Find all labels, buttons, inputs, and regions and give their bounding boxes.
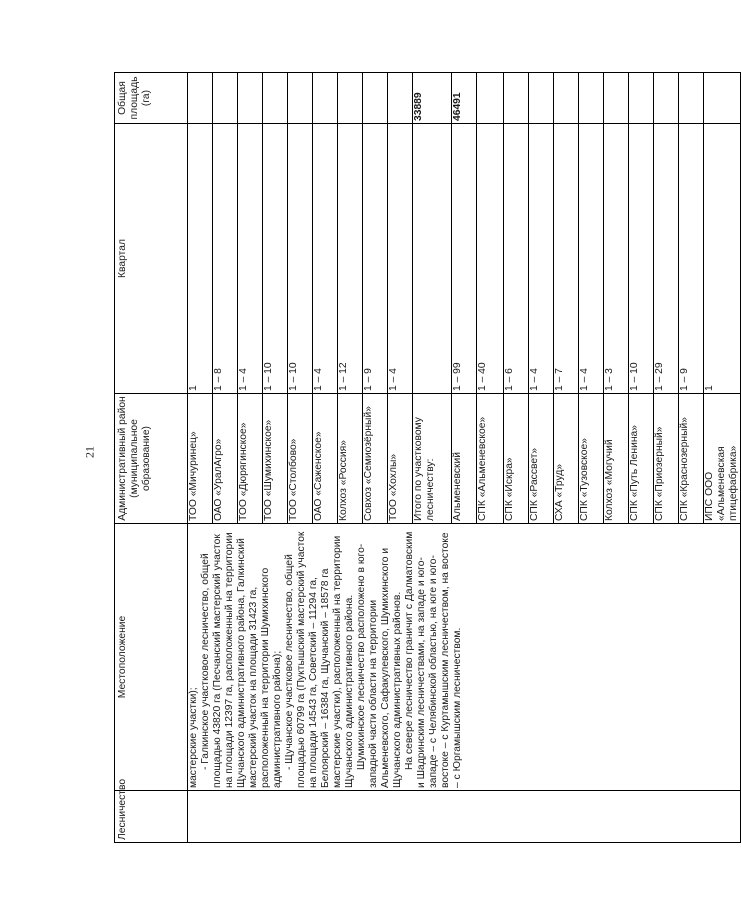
district-cell: ОАО «УралАгро» [213, 394, 238, 524]
quarter-cell: 1 – 10 [263, 124, 288, 394]
area-cell: 46491 [452, 73, 477, 124]
header-area: Общая площадь (га) [115, 73, 188, 124]
area-cell [363, 73, 388, 124]
area-cell [529, 73, 554, 124]
district-cell: ТОО «Шумихинское» [263, 394, 288, 524]
district-cell: Итого по участковому лесничеству: [413, 394, 452, 524]
area-cell [388, 73, 413, 124]
quarter-cell [413, 124, 452, 394]
quarter-cell: 1 [704, 124, 741, 394]
page-number: 21 [82, 446, 97, 458]
area-cell [213, 73, 238, 124]
area-cell [263, 73, 288, 124]
location-paragraph: - Галкинское участковое лесничество, общей площадью 43820 га (Песчанский мастерский участок на площади 12397 га, расположенный на территории Щучанского административного района, Галкинский мастерский участок на площади 31423 га, расположенный на территории Шумихинского административного района); [200, 532, 283, 788]
district-cell: СПК «Альменевское» [477, 394, 504, 524]
area-cell [338, 73, 363, 124]
district-cell: Колхоз «Могучий [604, 394, 629, 524]
area-cell [504, 73, 529, 124]
location-cell [188, 524, 741, 791]
quarter-cell: 1 – 10 [288, 124, 313, 394]
header-forestry: Лесничество [115, 791, 188, 843]
rotated-table-page [114, 73, 739, 843]
district-cell: СПК «Рассвет» [529, 394, 554, 524]
district-cell: СПК «Приозерный» [654, 394, 679, 524]
forestry-table [114, 72, 741, 843]
quarter-cell: 1 – 4 [529, 124, 554, 394]
quarter-cell: 1 – 9 [363, 124, 388, 394]
area-cell [629, 73, 654, 124]
district-cell: ТОО «Хохлы» [388, 394, 413, 524]
quarter-cell: 1 – 4 [313, 124, 338, 394]
district-cell: СПК «Краснозерный» [679, 394, 704, 524]
quarter-cell: 1 – 29 [654, 124, 679, 394]
district-cell: СПК «Путь Ленина» [629, 394, 654, 524]
quarter-cell: 1 – 4 [388, 124, 413, 394]
area-cell [238, 73, 263, 124]
district-cell: Совхоз «Семиозёрный» [363, 394, 388, 524]
area-cell [313, 73, 338, 124]
district-cell: ТОО «Столбово» [288, 394, 313, 524]
table-row [188, 73, 213, 843]
quarter-cell: 1 – 7 [554, 124, 579, 394]
district-cell: Альменевский [452, 394, 477, 524]
area-cell [654, 73, 679, 124]
district-cell: СПК «Искра» [504, 394, 529, 524]
area-cell [579, 73, 604, 124]
location-paragraph: мастерские участки); [188, 687, 199, 788]
header-quarter: Квартал [115, 124, 188, 394]
district-cell: ОАО «Саженское» [313, 394, 338, 524]
header-location: Местоположение [115, 524, 188, 791]
area-cell [288, 73, 313, 124]
district-cell: ИПС ООО «Альменевская птицефабрика» [704, 394, 741, 524]
quarter-cell: 1 – 4 [579, 124, 604, 394]
area-cell [604, 73, 629, 124]
quarter-cell: 1 – 9 [679, 124, 704, 394]
area-cell [704, 73, 741, 124]
district-cell: Колхоз «Россия» [338, 394, 363, 524]
table-header-row [115, 73, 188, 843]
quarter-cell: 1 [188, 124, 213, 394]
district-cell: СПК «Тузовское» [579, 394, 604, 524]
area-cell [554, 73, 579, 124]
location-paragraph: Шумихинское лесничество расположено в юго-западной части области на территории Альменевского, Сафакулевского, Шумихинского и Щучанского административных районов. [356, 543, 403, 788]
quarter-cell: 1 – 8 [213, 124, 238, 394]
quarter-cell: 1 – 3 [604, 124, 629, 394]
area-cell [679, 73, 704, 124]
quarter-cell: 1 – 4 [238, 124, 263, 394]
area-cell [477, 73, 504, 124]
area-cell [188, 73, 213, 124]
forestry-cell [188, 791, 741, 843]
quarter-cell: 1 – 6 [504, 124, 529, 394]
district-cell: ТОО «Мичуринец» [188, 394, 213, 524]
district-cell: ТОО «Дюрягинское» [238, 394, 263, 524]
location-paragraph: На севере лесничество граничит с Далматовским и Шадринским лесничествами, на западе и юго-западе – с Челябинской областью, на юге и юго-востоке – с Куртамышским лесничеством, на востоке – с Юргамышским лесничеством. [404, 531, 463, 788]
quarter-cell: 1 – 12 [338, 124, 363, 394]
area-cell: 33889 [413, 73, 452, 124]
header-district: Административный район (муниципальное образование) [115, 394, 188, 524]
quarter-cell: 1 – 40 [477, 124, 504, 394]
quarter-cell: 1 – 99 [452, 124, 477, 394]
location-paragraph: - Щучанское участковое лесничество, общей площадью 60799 га (Пуктышский мастерский участок на площади 14543 га, Советский – 11294 га, Белоярский – 16384 га, Щучанский – 18578 га мастерские участки), расположенный на территории Щучанского административного района. [284, 531, 355, 788]
quarter-cell: 1 – 10 [629, 124, 654, 394]
district-cell: СХА «Труд» [554, 394, 579, 524]
